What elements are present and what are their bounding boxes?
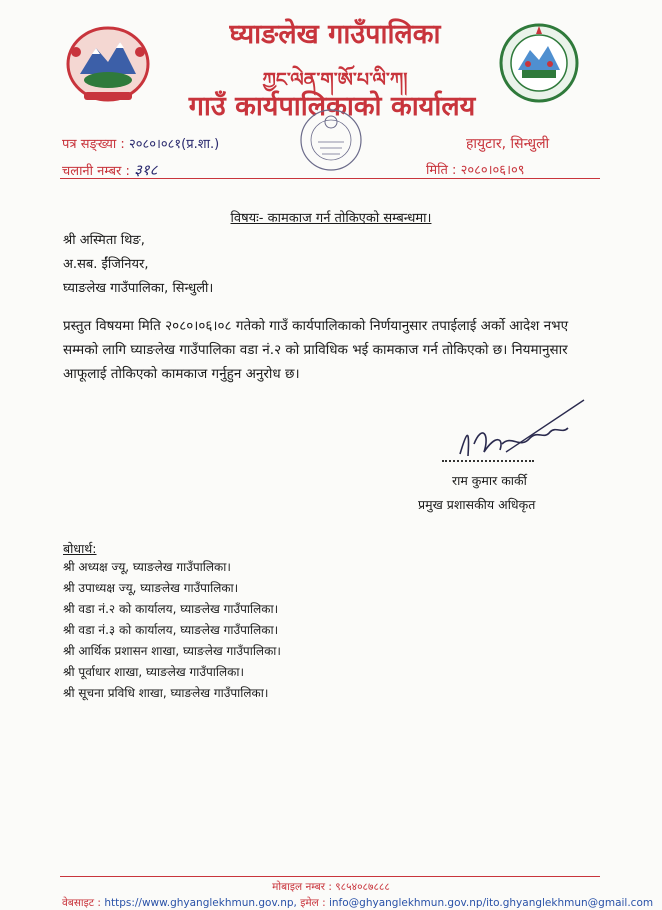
email-label: इमेल : (296, 897, 329, 909)
cc-title: बोधार्थ: (63, 541, 97, 556)
cc-item: श्री वडा नं.२ को कार्यालय, घ्याङलेख गाउँपालिका। (63, 602, 279, 616)
municipality-name-tibetan: ཀྱང་ལེན་ག་ཨོ་པ་ལི་ཀ། (262, 69, 408, 91)
cc-item: श्री आर्थिक प्रशासन शाखा, घ्याङलेख गाउँपालिका। (63, 644, 281, 658)
cc-item: श्री उपाध्यक्ष ज्यू, घ्याङलेख गाउँपालिका। (63, 581, 239, 595)
office-stamp-icon (298, 104, 364, 174)
cc-item: श्री वडा नं.३ को कार्यालय, घ्याङलेख गाउँपालिका। (63, 623, 279, 637)
date-value: २०८०।०६।०९ (460, 163, 525, 178)
footer-contact (62, 896, 653, 910)
dispatch-number (62, 160, 157, 180)
office-location: हायुटार, सिन्धुली (466, 136, 550, 152)
letter-body: प्रस्तुत विषयमा मिति २०८०।०६।०८ गतेको गाउँ कार्यपालिकाको निर्णयानुसार तपाईलाई अर्को आदेश नभए सम्मको लागि घ्याङलेख गाउँपालिका वडा नं.२ को प्राविधिक भई कामकाज गर्न तोकिएको छ। नियमानुसार आफूलाई तोकिएको कामकाज गर्नुहुन अनुरोध छ। (63, 318, 569, 382)
email-link[interactable]: info@ghyanglekhmun.gov.np/ito.ghyanglekhmun@gmail.com (328, 897, 654, 909)
dispatch-value: ३१८ (133, 161, 158, 179)
addressee-name: श्री अस्मिता थिङ, (63, 233, 145, 248)
cc-item: श्री अध्यक्ष ज्यू, घ्याङलेख गाउँपालिका। (63, 560, 231, 574)
signer-name: राम कुमार कार्की (452, 473, 527, 488)
reference-number (62, 134, 219, 152)
website-link[interactable]: https://www.ghyanglekhmun.gov.np, (104, 897, 297, 909)
municipality-name: घ्याङलेख गाउँपालिका (229, 19, 441, 50)
header-divider (60, 178, 600, 179)
office-name: गाउँ कार्यपालिकाको कार्यालय (188, 91, 476, 122)
handwritten-signature (446, 394, 586, 474)
addressee-position: अ.सब. ईंजिनियर, (63, 257, 149, 272)
letter-date (426, 160, 525, 178)
date-label: मिति : (426, 163, 457, 178)
cc-item: श्री पूर्वाधार शाखा, घ्याङलेख गाउँपालिका। (63, 665, 244, 679)
municipality-logo-icon (498, 22, 580, 104)
dispatch-label: चलानी नम्बर : (62, 164, 130, 179)
reference-value: २०८०।०८१(प्र.शा.) (128, 137, 220, 152)
footer-mobile: मोबाइल नम्बर : ९८५४०८७८८८ (272, 881, 390, 893)
cc-item: श्री सूचना प्रविधि शाखा, घ्याङलेख गाउँपालिका। (63, 686, 269, 700)
reference-label: पत्र सङ्ख्या : (62, 137, 125, 152)
signer-title: प्रमुख प्रशासकीय अधिकृत (418, 497, 536, 512)
signature-line (442, 460, 534, 462)
letter-subject: विषयः- कामकाज गर्न तोकिएको सम्बन्धमा। (230, 211, 432, 226)
footer-divider (60, 876, 600, 877)
website-label: वेबसाइट : (62, 897, 105, 909)
addressee-office: घ्याङलेख गाउँपालिका, सिन्धुली। (63, 281, 214, 296)
